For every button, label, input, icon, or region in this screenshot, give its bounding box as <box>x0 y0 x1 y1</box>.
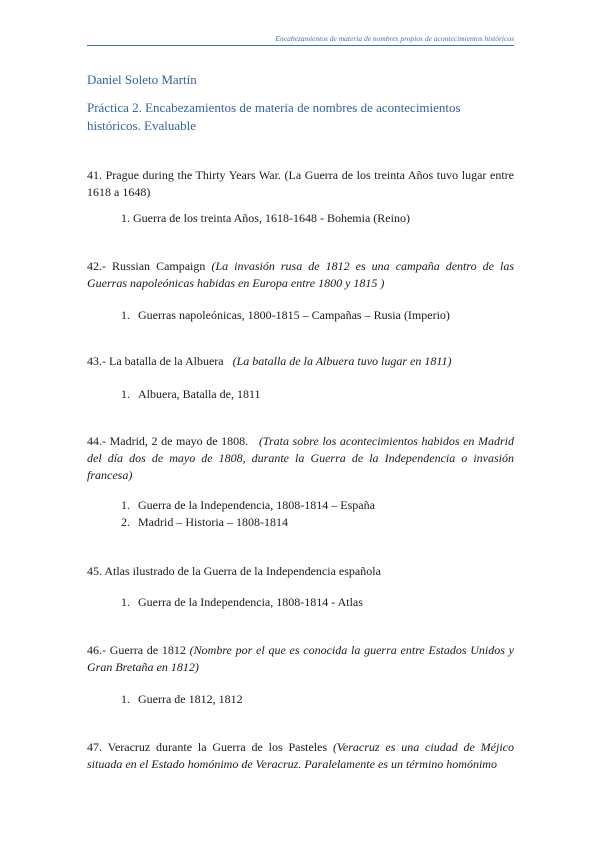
entry-43 <box>87 353 514 370</box>
entry-43-label: 43.- La batalla de la Albuera <box>87 354 224 368</box>
entry-41 <box>87 167 514 201</box>
entry-43-heading-1 <box>121 386 516 403</box>
entry-46-heading-1 <box>121 691 516 708</box>
entry-41-label: 41. Prague during the Thirty Years War. (La Guerra de los treinta Años tuvo lugar entre 1618 a 1648) <box>87 168 514 199</box>
entry-42-heading-1 <box>121 307 516 324</box>
running-header: Encabezamientos de materia de nombres propios de acontecimientos históricos <box>275 34 514 43</box>
entry-46-heading-1-text: Guerra de 1812, 1812 <box>138 692 243 706</box>
entry-44-label: 44.- Madrid, 2 de mayo de 1808. <box>87 434 249 448</box>
entry-42-label: 42.- Russian Campaign <box>87 259 206 273</box>
entry-45-heading-1-number: 1. <box>121 595 130 609</box>
header-rule <box>87 45 514 46</box>
entry-44-heading-2 <box>121 514 516 531</box>
entry-44-heading-1-number: 1. <box>121 498 130 512</box>
entry-43-heading-1-number: 1. <box>121 387 130 401</box>
entry-45-heading-1-text: Guerra de la Independencia, 1808-1814 - Atlas <box>138 595 363 609</box>
entry-43-heading-1-text: Albuera, Batalla de, 1811 <box>138 387 261 401</box>
entry-45-heading-1 <box>121 594 516 611</box>
entry-43-note: (La batalla de la Albuera tuvo lugar en 1811) <box>232 354 452 368</box>
entry-45-label: 45. Atlas ilustrado de la Guerra de la Independencia española <box>87 564 381 578</box>
entry-46 <box>87 642 514 676</box>
entry-47-note: (Veracruz es una ciudad de Méjico situada en el Estado homónimo de Veracruz. Paralelamente es un término homónimo <box>87 740 514 771</box>
entry-45 <box>87 563 514 580</box>
entry-47-label: 47. Veracruz durante la Guerra de los Pasteles <box>87 740 328 754</box>
entry-42-heading-1-text: Guerras napoleónicas, 1800-1815 – Campañas – Rusia (Imperio) <box>138 308 450 322</box>
entry-44-heading-1-text: Guerra de la Independencia, 1808-1814 – España <box>138 498 375 512</box>
entry-42-note: (La invasión rusa de 1812 es una campaña dentro de las Guerras napoleónicas habidas en Europa entre 1800 y 1815 ) <box>87 259 515 290</box>
entry-42-heading-1-number: 1. <box>121 308 130 322</box>
entry-46-heading-1-number: 1. <box>121 692 130 706</box>
document-title: Práctica 2. Encabezamientos de materia de nombres de acontecimientos históricos. Evaluable <box>87 100 461 133</box>
entry-44 <box>87 433 514 484</box>
entry-44-heading-2-number: 2. <box>121 515 130 529</box>
author-name: Daniel Soleto Martín <box>87 72 197 87</box>
entry-44-heading-1 <box>121 497 516 514</box>
entry-41-heading-1-text: 1. Guerra de los treinta Años, 1618-1648 - Bohemia (Reino) <box>121 211 410 225</box>
entry-47 <box>87 739 514 773</box>
entry-42 <box>87 258 514 292</box>
entry-41-heading-1 <box>121 210 516 227</box>
entry-44-note: (Trata sobre los acontecimientos habidos en Madrid del día dos de mayo de 1808, durante la Guerra de la Independencia o invasión francesa) <box>87 434 515 482</box>
entry-44-heading-2-text: Madrid – Historia – 1808-1814 <box>138 515 288 529</box>
entry-46-label: 46.- Guerra de 1812 <box>87 643 186 657</box>
entry-46-note: (Nombre por el que es conocida la guerra entre Estados Unidos y Gran Bretaña en 1812) <box>87 643 514 674</box>
page-header <box>87 34 514 46</box>
